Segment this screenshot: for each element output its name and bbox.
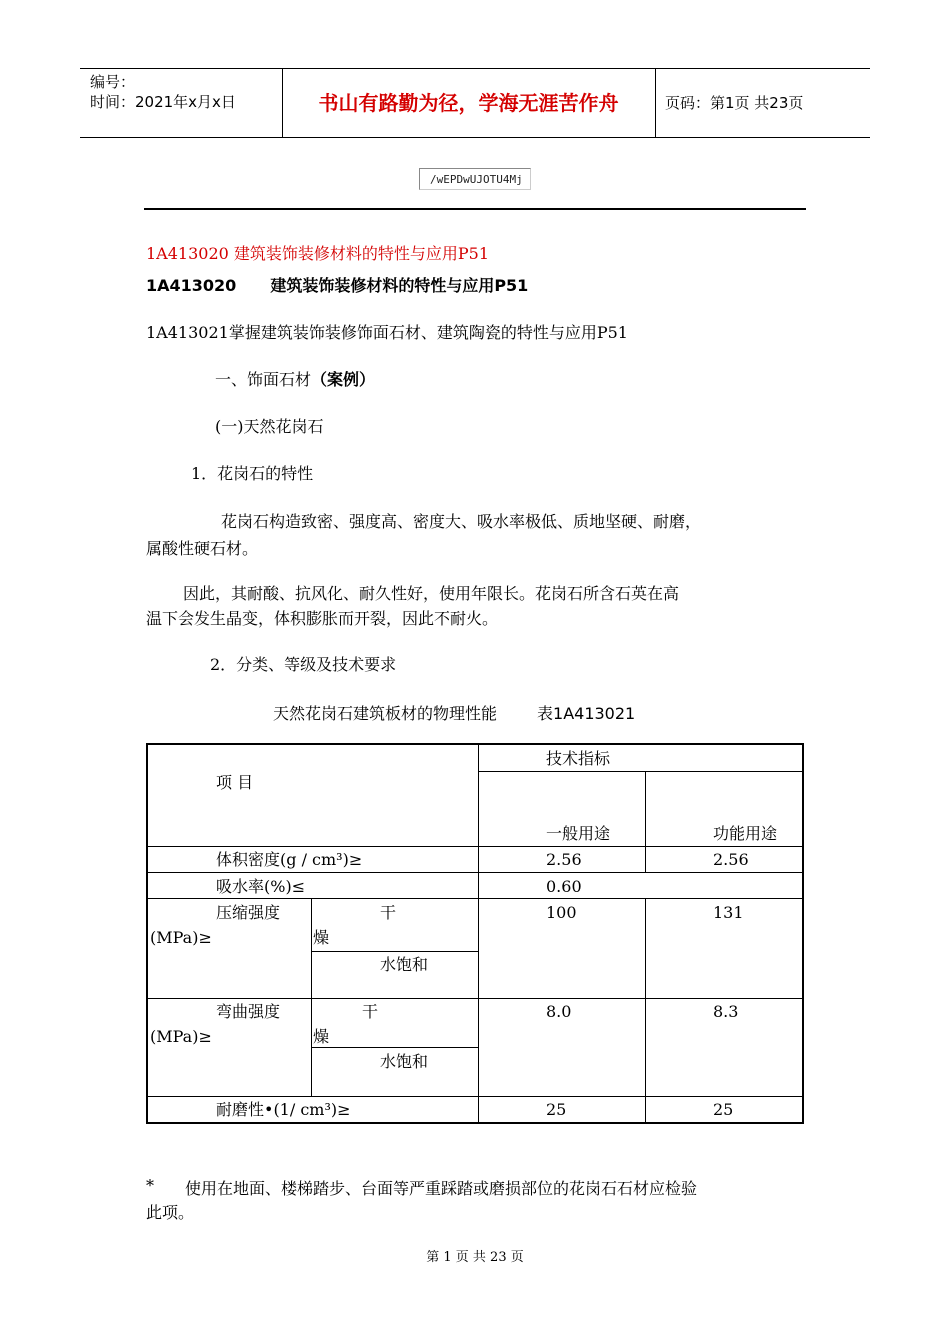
compress-label-1: 压缩强度 — [216, 903, 281, 922]
table-line — [148, 898, 804, 899]
header-meta — [90, 72, 236, 112]
subsection-title: (一)天然花岗石 — [215, 417, 324, 436]
table-line — [148, 846, 804, 847]
heading-bold — [146, 273, 528, 296]
flex-function: 8.3 — [713, 1002, 739, 1021]
function-use-header: 功能用途 — [713, 824, 778, 843]
header-divider — [655, 69, 656, 137]
wear-label: 耐磨性•(1/ cm³)≥ — [216, 1100, 351, 1119]
flex-label-2: (MPa)≥ — [150, 1027, 212, 1046]
horizontal-rule — [144, 208, 806, 210]
density-function: 2.56 — [713, 850, 749, 869]
header-motto: 书山有路勤为径，学海无涯苦作舟 — [318, 91, 619, 115]
compress-dry-2: 燥 — [313, 928, 330, 947]
heading-code: 1A413020 — [146, 276, 237, 295]
number-label: 编号： — [90, 73, 136, 91]
paragraph-2-line-1: 因此，其耐酸、抗风化、耐久性好，使用年限长。花岗石所含石英在高 — [183, 584, 680, 603]
wear-function: 25 — [713, 1100, 734, 1119]
table-caption-text: 天然花岗石建筑板材的物理性能 — [273, 704, 498, 723]
density-label: 体积密度(g / cm³)≥ — [216, 850, 363, 869]
code-input-box: /wEPDwUJOTU4Mj — [419, 168, 531, 190]
page-footer: 第 1 页 共 23 页 — [426, 1250, 524, 1265]
item-1-title: 1．花岗石的特性 — [191, 464, 314, 483]
date-line: 时间：2021年x月x日 — [90, 93, 236, 111]
compress-saturated: 水饱和 — [380, 955, 429, 974]
heading-title: 建筑装饰装修材料的特性与应用P51 — [270, 276, 529, 295]
item-header: 项 目 — [216, 773, 254, 792]
compress-label-2: (MPa)≥ — [150, 928, 212, 947]
table-line — [148, 1096, 804, 1097]
absorption-label: 吸水率(%)≤ — [216, 877, 306, 896]
general-use-header: 一般用途 — [546, 824, 611, 843]
table-line — [148, 872, 804, 873]
section-title — [215, 367, 375, 390]
properties-table — [146, 743, 804, 1124]
flex-dry-2: 燥 — [313, 1027, 330, 1046]
compress-general: 100 — [546, 903, 577, 922]
item-2-title: 2．分类、等级及技术要求 — [210, 655, 397, 674]
paragraph-2-line-2: 温下会发生晶变，体积膨胀而开裂，因此不耐火。 — [146, 609, 499, 628]
page-header — [80, 68, 870, 138]
table-line — [311, 1047, 478, 1048]
flex-general: 8.0 — [546, 1002, 572, 1021]
flex-label-1: 弯曲强度 — [216, 1002, 281, 1021]
flex-dry-1: 干 — [362, 1002, 379, 1021]
sub-heading: 1A413021掌握建筑装饰装修饰面石材、建筑陶瓷的特性与应用P51 — [146, 323, 628, 342]
paragraph-1-line-2: 属酸性硬石材。 — [146, 539, 259, 558]
table-line — [645, 898, 646, 1122]
table-line — [148, 998, 804, 999]
density-general: 2.56 — [546, 850, 582, 869]
heading-red: 1A413020 建筑装饰装修材料的特性与应用P51 — [146, 244, 490, 263]
note-line-2: 此项。 — [146, 1203, 195, 1222]
table-caption — [273, 701, 635, 724]
header-page-info: 页码：第1页 共23页 — [665, 94, 804, 112]
table-line — [645, 771, 646, 872]
paragraph-1-line-1: 花岗石构造致密、强度高、密度大、吸水率极低、质地坚硬、耐磨， — [221, 512, 702, 531]
note-line-1: 使用在地面、楼梯踏步、台面等严重踩踏或磨损部位的花岗石石材应检验 — [185, 1179, 698, 1198]
absorption-general: 0.60 — [546, 877, 582, 896]
flex-saturated: 水饱和 — [380, 1052, 429, 1071]
section-case: （案例） — [311, 370, 376, 389]
table-line — [311, 951, 478, 952]
table-line — [311, 898, 312, 1096]
section-prefix: 一、饰面石材 — [215, 370, 312, 389]
compress-dry-1: 干 — [380, 903, 397, 922]
note-star: * — [146, 1176, 154, 1195]
table-line — [478, 745, 479, 1122]
tech-header: 技术指标 — [546, 749, 611, 768]
table-number: 表1A413021 — [537, 704, 636, 723]
table-line — [478, 771, 804, 772]
compress-function: 131 — [713, 903, 744, 922]
wear-general: 25 — [546, 1100, 567, 1119]
